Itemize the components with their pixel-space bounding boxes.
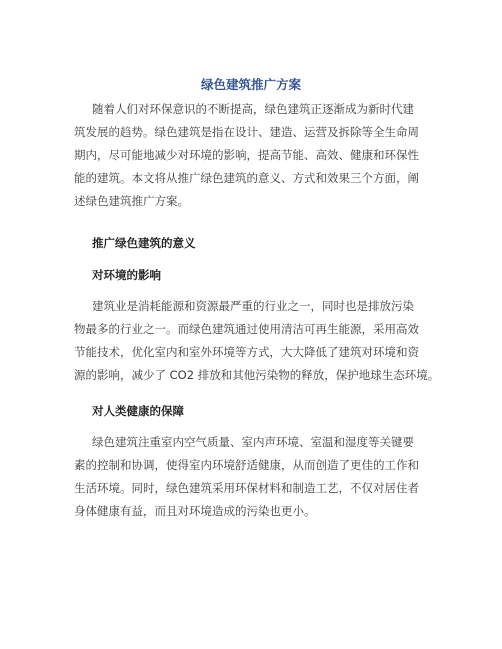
- section-heading-environment: 对环境的影响: [92, 268, 161, 282]
- health-line-3: 生活环境。同时，绿色建筑采用环保材料和制造工艺，不仅对居住者: [74, 481, 419, 495]
- environment-line-4: 源的影响，减少了 CO2 排放和其他污染物的释放，保护地球生态环境。: [74, 368, 440, 382]
- environment-line-3: 节能技术，优化室内和室外环境等方式，大大降低了建筑对环境和资: [74, 345, 419, 359]
- document-title: 绿色建筑推广方案: [200, 77, 301, 92]
- intro-line-5: 述绿色建筑推广方案。: [74, 194, 189, 208]
- environment-line-2: 物最多的行业之一。而绿色建筑通过使用清洁可再生能源，采用高效: [74, 322, 419, 336]
- health-line-2: 素的控制和协调，使得室内环境舒适健康，从而创造了更佳的工作和: [74, 458, 419, 472]
- section-heading-health: 对人类健康的保障: [92, 404, 184, 418]
- section-heading-significance: 推广绿色建筑的意义: [92, 236, 196, 250]
- health-line-1: 绿色建筑注重室内空气质量、室内声环境、室温和湿度等关键要: [92, 435, 414, 449]
- environment-line-1: 建筑业是消耗能源和资源最严重的行业之一，同时也是排放污染: [92, 299, 414, 313]
- intro-line-1: 随着人们对环保意识的不断提高，绿色建筑正逐渐成为新时代建: [92, 102, 414, 116]
- intro-line-2: 筑发展的趋势。绿色建筑是指在设计、建造、运营及拆除等全生命周: [74, 125, 419, 139]
- intro-line-3: 期内，尽可能地减少对环境的影响，提高节能、高效、健康和环保性: [74, 148, 419, 162]
- intro-line-4: 能的建筑。本文将从推广绿色建筑的意义、方式和效果三个方面，阐: [74, 171, 419, 185]
- health-line-4: 身体健康有益，而且对环境造成的污染也更小。: [74, 504, 316, 518]
